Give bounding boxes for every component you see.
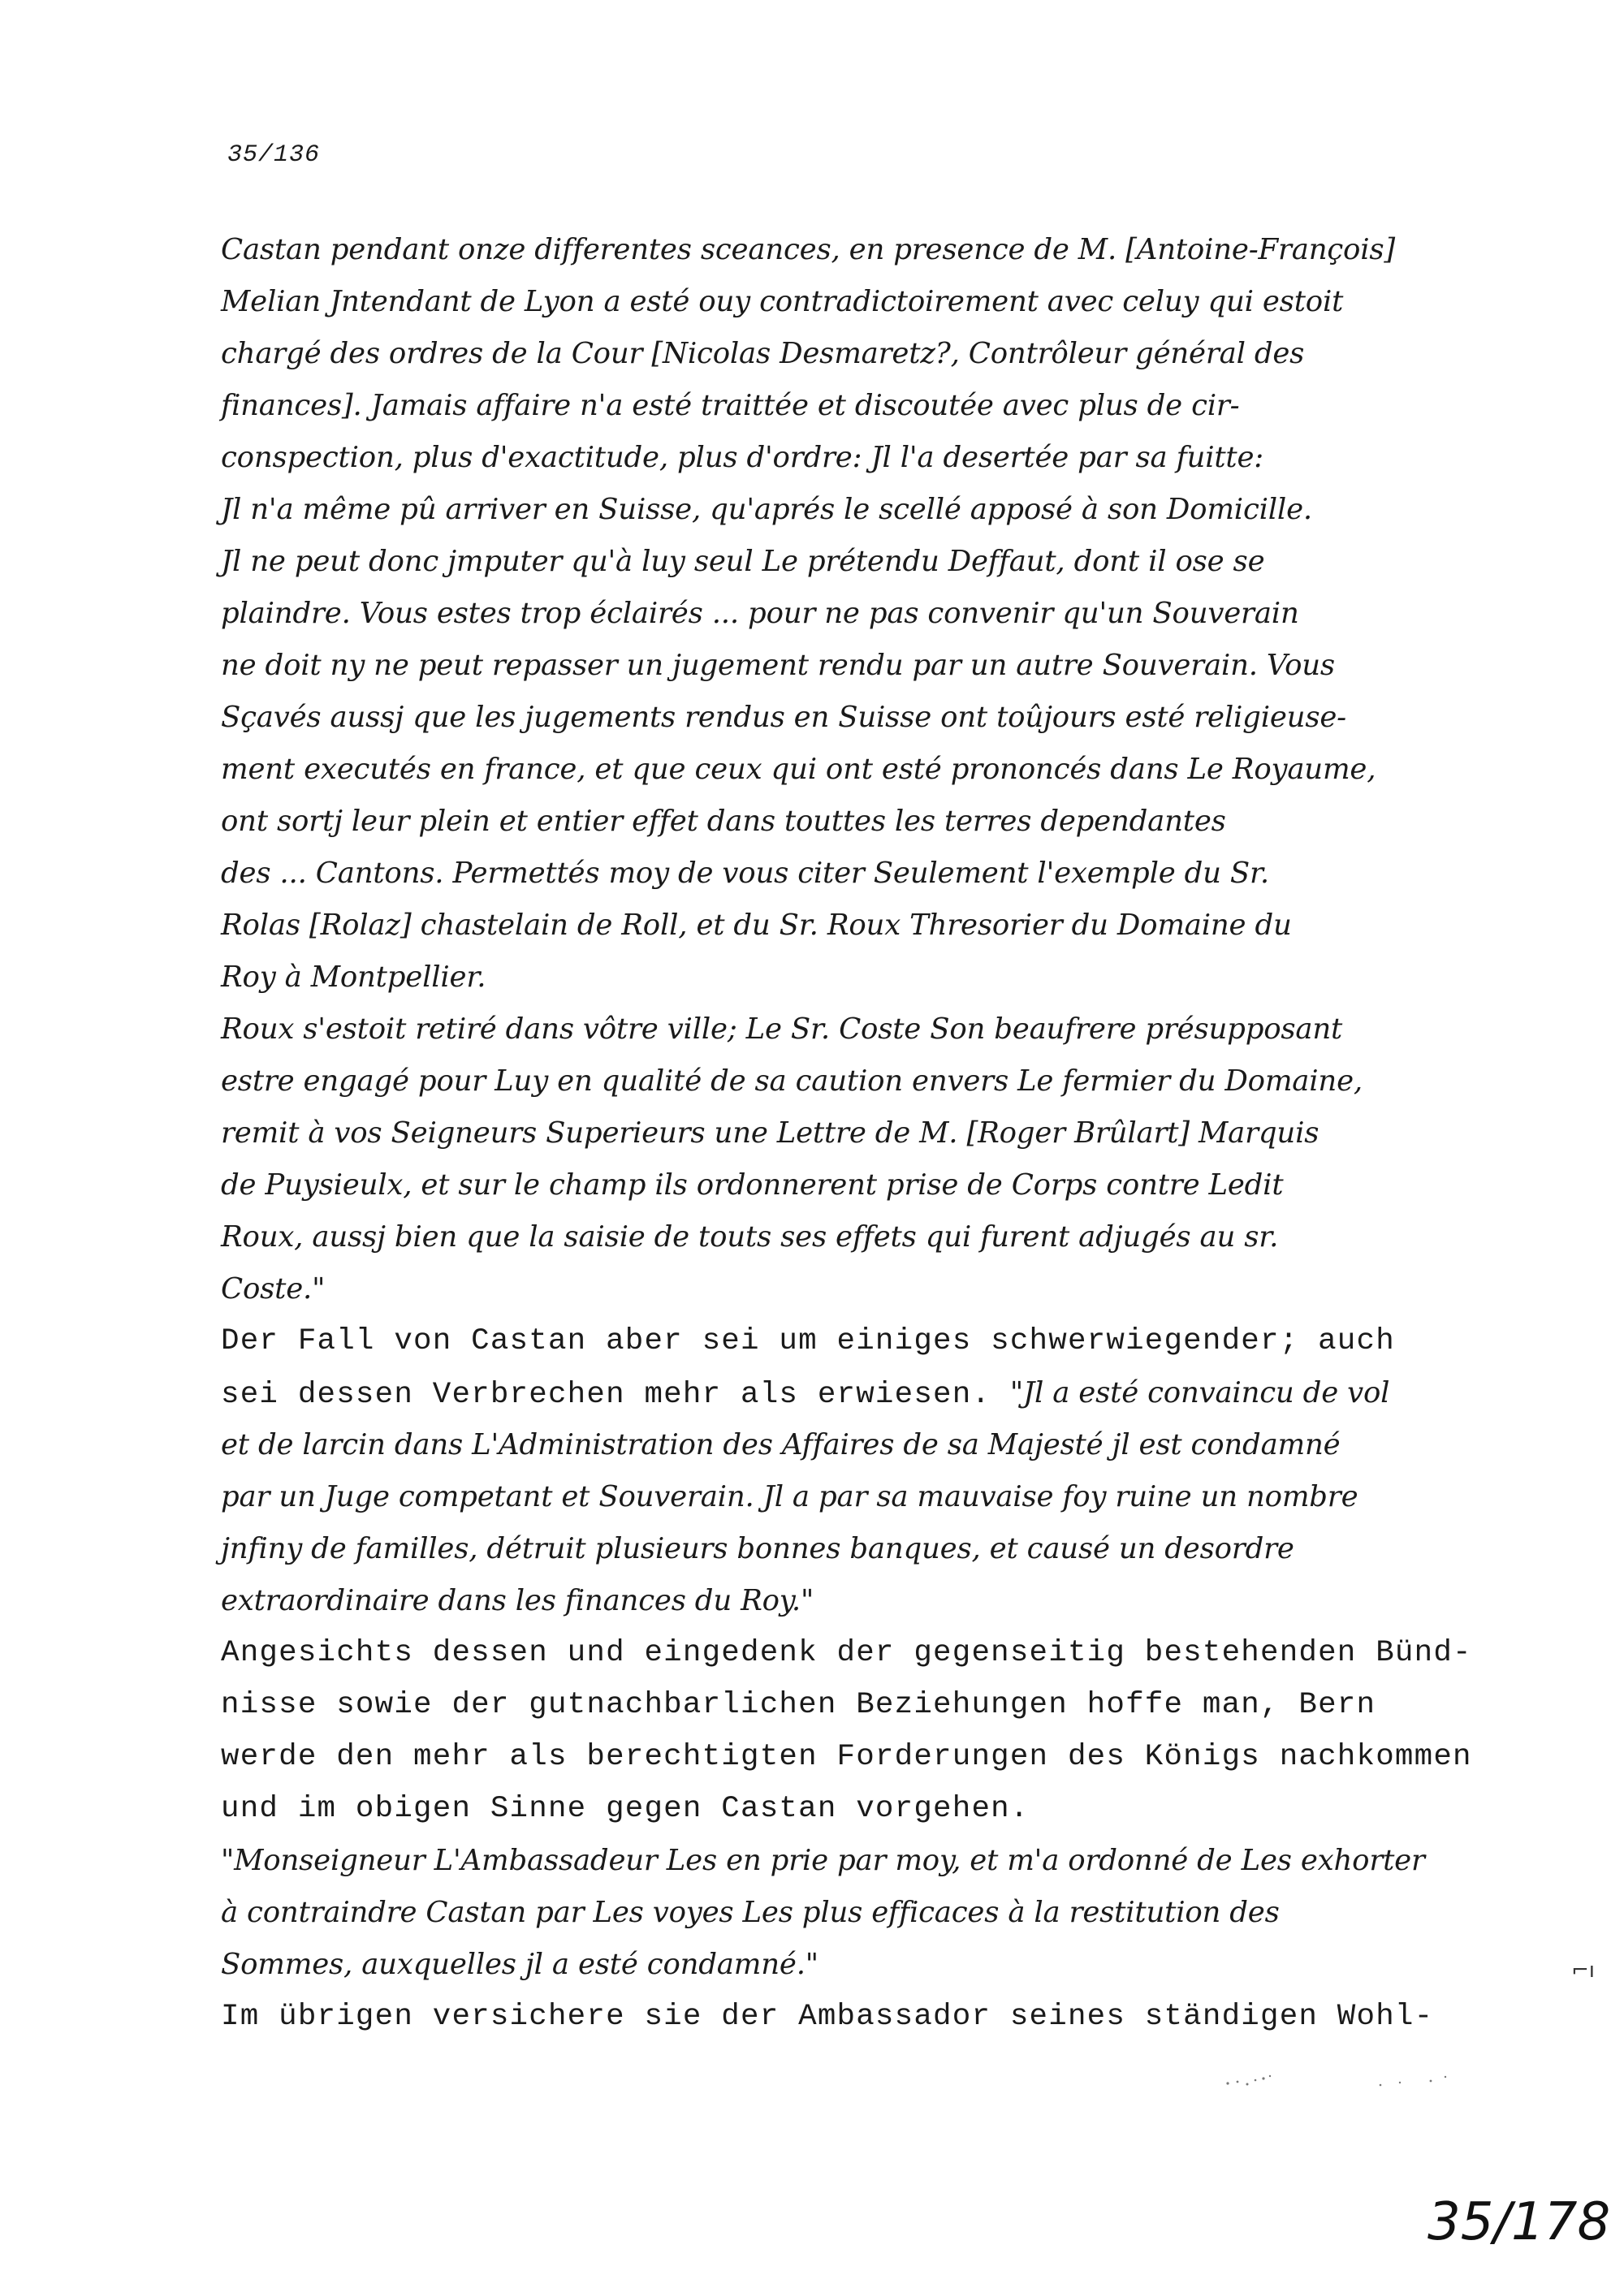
text-line: Roux s'estoit retiré dans vôtre ville; Le Sr. Coste Son beaufrere présupposant (221, 1012, 1343, 1046)
text-line: Rolas [Rolaz] chastelain de Roll, et du Sr. Roux Thresorier du Domaine du (221, 909, 1292, 942)
text-segment: sei dessen Verbrechen mehr als erwiesen. (221, 1378, 1010, 1412)
text-line: à contraindre Castan par Les voyes Les plus efficaces à la restitution des (221, 1896, 1280, 1929)
text-line: de Puysieulx, et sur le champ ils ordonnerent prise de Corps contre Ledit (221, 1168, 1284, 1202)
text-line: des ... Cantons. Permettés moy de vous citer Seulement l'exemple du Sr. (221, 857, 1269, 890)
text-line: Der Fall von Castan aber sei um einiges schwerwiegender; auch (221, 1324, 1395, 1358)
text-line: Im übrigen versichere sie der Ambassador seines ständigen Wohl- (221, 2000, 1434, 2034)
text-line: ment executés en france, et que ceux qui ont esté prononcés dans Le Royaume, (221, 753, 1376, 786)
document-body (221, 224, 1520, 2043)
text-line: extraordinaire dans les finances du Roy." (221, 1584, 814, 1617)
stray-ink-marks (1218, 2069, 1494, 2093)
text-line: et de larcin dans L'Administration des Affaires de sa Majesté jl est condamné (221, 1428, 1341, 1461)
text-line: Sçavés aussj que les jugements rendus en Suisse ont toûjours esté religieuse- (221, 701, 1346, 734)
text-line: Castan pendant onze differentes sceances, en presence de M. [Antoine-François] (221, 233, 1396, 266)
text-line: Sommes, auxquelles jl a esté condamné." (221, 1948, 818, 1981)
text-line: Jl ne peut donc jmputer qu'à luy seul Le prétendu Deffaut, dont il ose se (221, 545, 1265, 578)
text-line: Jl n'a même pû arriver en Suisse, qu'aprés le scellé apposé à son Domicille. (221, 493, 1312, 526)
text-line: Roy à Montpellier. (221, 961, 486, 994)
text-line (221, 1367, 1520, 1419)
text-line: par un Juge competant et Souverain. Jl a par sa mauvaise foy ruine un nombre (221, 1480, 1358, 1513)
text-line: ne doit ny ne peut repasser un jugement rendu par un autre Souverain. Vous (221, 649, 1335, 682)
text-line: Angesichts dessen und eingedenk der gegenseitig bestehenden Bünd- (221, 1636, 1472, 1670)
text-line: Roux, aussj bien que la saisie de touts ses effets qui furent adjugés au sr. (221, 1220, 1279, 1254)
text-line: chargé des ordres de la Cour [Nicolas Desmaretz?, Contrôleur général des (221, 337, 1305, 370)
margin-mark: ⌐ı (1571, 1958, 1596, 1983)
text-line: estre engagé pour Luy en qualité de sa caution envers Le fermier du Domaine, (221, 1064, 1363, 1098)
text-line: ont sortj leur plein et entier effet dans touttes les terres dependantes (221, 805, 1226, 838)
folio-stamp: 35/178 (1427, 2192, 1611, 2252)
text-line: finances]. Jamais affaire n'a esté traittée et discoutée avec plus de cir- (221, 389, 1240, 422)
text-line: nisse sowie der gutnachbarlichen Beziehungen hoffe man, Bern (221, 1688, 1376, 1722)
page-number: 35/136 (227, 141, 321, 169)
text-line: und im obigen Sinne gegen Castan vorgehen. (221, 1792, 1030, 1826)
text-line: Melian Jntendant de Lyon a esté ouy contradictoirement avec celuy qui estoit (221, 285, 1344, 318)
text-line: conspection, plus d'exactitude, plus d'ordre: Jl l'a desertée par sa fuitte: (221, 441, 1264, 474)
text-line: "Monseigneur L'Ambassadeur Les en prie par moy, et m'a ordonné de Les exhorter (221, 1844, 1425, 1877)
text-line: remit à vos Seigneurs Superieurs une Lettre de M. [Roger Brûlart] Marquis (221, 1116, 1320, 1150)
text-segment: "Jl a esté convaincu de vol (1009, 1376, 1390, 1409)
text-line: jnfiny de familles, détruit plusieurs bonnes banques, et causé un desordre (221, 1532, 1294, 1565)
text-line: plaindre. Vous estes trop éclairés ... pour ne pas convenir qu'un Souverain (221, 597, 1299, 630)
text-line: Coste." (221, 1272, 326, 1306)
text-line: werde den mehr als berechtigten Forderungen des Königs nachkommen (221, 1740, 1472, 1774)
